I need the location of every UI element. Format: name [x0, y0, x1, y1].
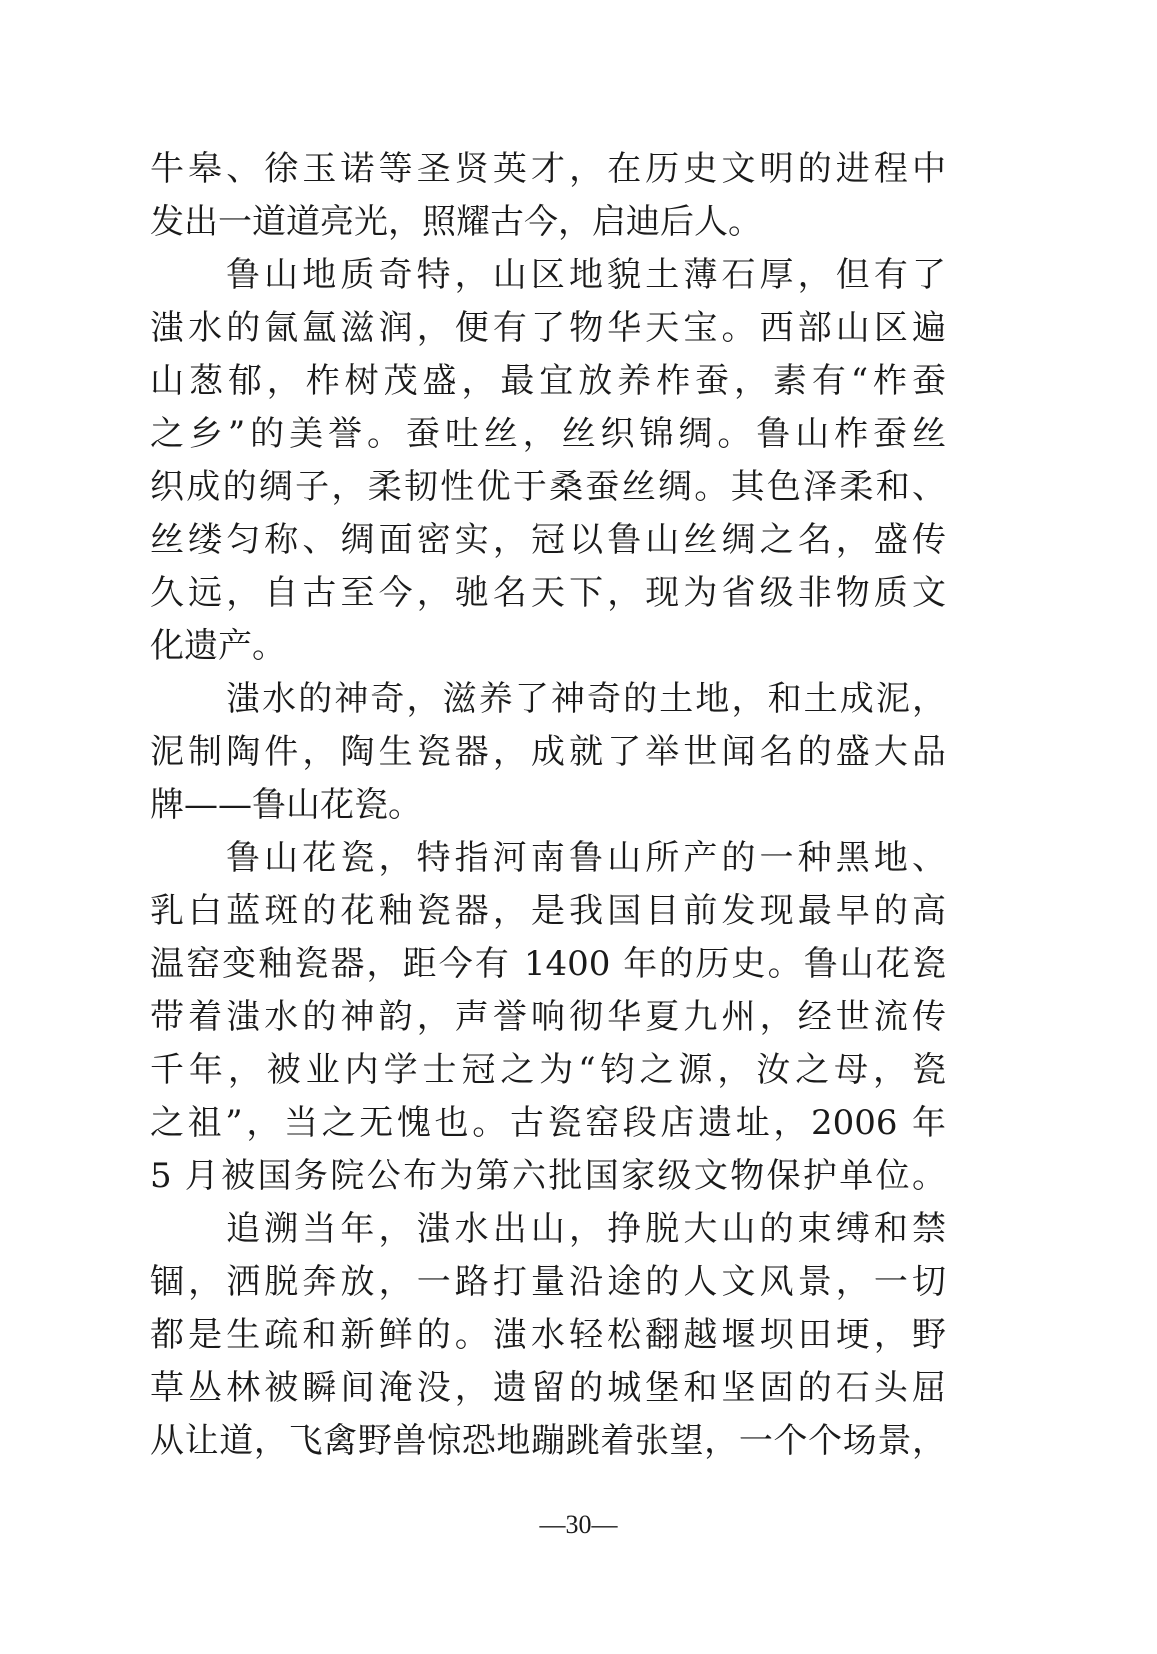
- text-line: 5 月被国务院公布为第六批国家级文物保护单位。: [150, 1156, 946, 1196]
- text-line: 温窑变釉瓷器，距今有 1400 年的历史。鲁山花瓷: [150, 944, 946, 984]
- text-line: 发出一道道亮光，照耀古今，启迪后人。: [150, 202, 762, 242]
- text-line: 都是生疏和新鲜的。滍水轻松翻越堰坝田埂，野: [150, 1315, 946, 1355]
- text-line: 草丛林被瞬间淹没，遗留的城堡和坚固的石头屈: [150, 1368, 946, 1408]
- text-line: 鲁山地质奇特，山区地貌土薄石厚，但有了: [226, 255, 946, 295]
- text-line: 追溯当年，滍水出山，挣脱大山的束缚和禁: [226, 1209, 946, 1249]
- text-line: 千年，被业内学士冠之为“钧之源，汝之母，瓷: [150, 1050, 946, 1090]
- page-number: —30—: [539, 1510, 618, 1539]
- text-line: 鲁山花瓷，特指河南鲁山所产的一种黑地、: [226, 838, 946, 878]
- text-line: 丝缕匀称、绸面密实，冠以鲁山丝绸之名，盛传: [150, 520, 946, 560]
- text-line: 之乡”的美誉。蚕吐丝，丝织锦绸。鲁山柞蚕丝: [150, 414, 946, 454]
- text-line: 锢，洒脱奔放，一路打量沿途的人文风景，一切: [150, 1262, 946, 1302]
- text-line: 滍水的神奇，滋养了神奇的土地，和土成泥，: [226, 679, 946, 719]
- text-line: 之祖”，当之无愧也。古瓷窑段店遗址，2006 年: [150, 1103, 946, 1143]
- body-text: [150, 143, 946, 1468]
- text-line: 乳白蓝斑的花釉瓷器，是我国目前发现最早的高: [150, 891, 946, 931]
- text-line: 带着滍水的神韵，声誉响彻华夏九州，经世流传: [150, 997, 946, 1037]
- text-line: 从让道，飞禽野兽惊恐地蹦跳着张望，一个个场景，: [150, 1421, 946, 1461]
- text-line: 牛皋、徐玉诺等圣贤英才，在历史文明的进程中: [150, 149, 946, 189]
- text-line: 泥制陶件，陶生瓷器，成就了举世闻名的盛大品: [150, 732, 946, 772]
- text-line: 化遗产。: [150, 626, 286, 666]
- text-line: 织成的绸子，柔韧性优于桑蚕丝绸。其色泽柔和、: [150, 467, 946, 507]
- text-line: 滍水的氤氲滋润，便有了物华天宝。西部山区遍: [150, 308, 946, 348]
- text-line: 牌——鲁山花瓷。: [150, 785, 422, 825]
- text-line: 山葱郁，柞树茂盛，最宜放养柞蚕，素有“柞蚕: [150, 361, 946, 401]
- text-line: 久远，自古至今，驰名天下，现为省级非物质文: [150, 573, 946, 613]
